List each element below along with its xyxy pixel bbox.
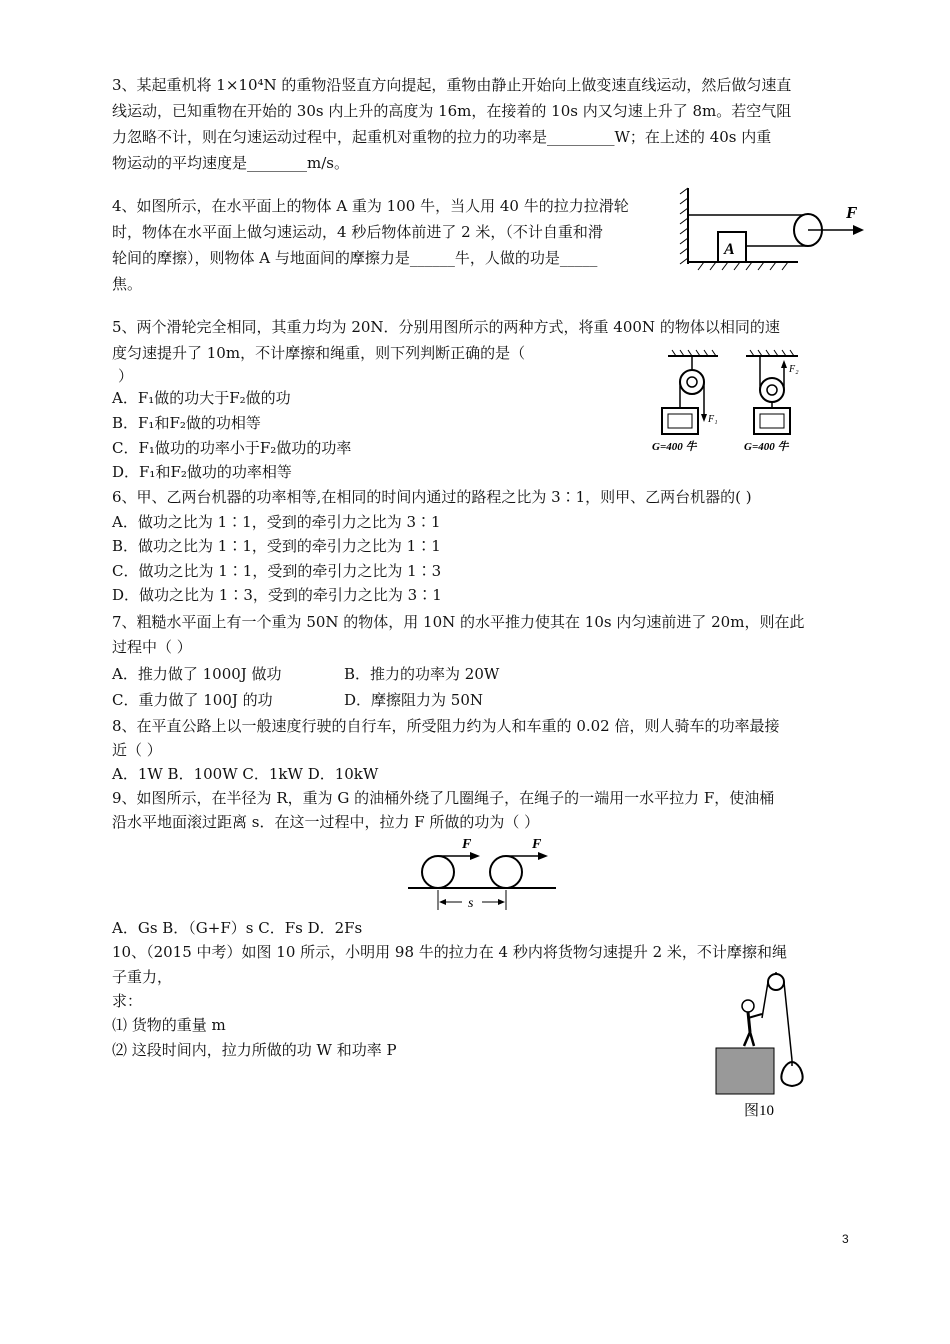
figure-10-caption: 图10 (744, 1103, 775, 1119)
q7-option-b: B．推力的功率为 20W (344, 665, 500, 683)
force-f1-label: F₁ (708, 414, 718, 425)
q7-line-1: 7、粗糙水平面上有一个重为 50N 的物体，用 10N 的水平推力使其在 10s 内匀速前进了 20m，则在此 (112, 613, 805, 631)
q6-option-d: D．做功之比为 1∶3，受到的牵引力之比为 3∶1 (112, 586, 442, 604)
force-f-label-2: F (532, 837, 542, 852)
q5-line-2: 度匀速提升了 10m，不计摩擦和绳重，则下列判断正确的是（ (112, 344, 526, 362)
q5-option-b: B．F₁和F₂做的功相等 (112, 414, 261, 432)
block-a-label: A (724, 241, 735, 258)
q3-line-1: 3、某起重机将 1×10⁴N 的重物沿竖直方向提起，重物由静止开始向上做变速直线运动，然后做匀速直 (112, 76, 792, 94)
distance-s-label: s (468, 896, 474, 911)
q3-line-4: 物运动的平均速度是________m/s。 (112, 154, 349, 172)
q6-line-1: 6、甲、乙两台机器的功率相等,在相同的时间内通过的路程之比为 3∶1，则甲、乙两台机器的( ) (112, 488, 752, 506)
q4-line-1: 4、如图所示，在水平面上的物体 A 重为 100 牛，当人用 40 牛的拉力拉滑轮 (112, 197, 629, 215)
q8-line-1: 8、在平直公路上以一般速度行驶的自行车，所受阻力约为人和车重的 0.02 倍，则人骑车的功率最接 (112, 717, 780, 735)
q7-option-c: C．重力做了 100J 的功 (112, 691, 273, 709)
q8-line-2: 近（ ） (112, 741, 162, 759)
q4-line-2: 时，物体在水平面上做匀速运动，4 秒后物体前进了 2 米，（不计自重和滑 (112, 223, 603, 241)
force-f-label-1: F (462, 837, 472, 852)
q5-line-1: 5、两个滑轮完全相同，其重力均为 20N．分别用图所示的两种方式，将重 400N 的物体以相同的速 (112, 318, 780, 336)
weight-label-left: G=400 牛 (652, 441, 697, 453)
q3-line-3: 力忽略不计，则在匀速运动过程中，起重机对重物的拉力的功率是_________W；在上述的 40s 内重 (112, 128, 772, 146)
q5-option-a: A．F₁做的功大于F₂做的功 (112, 389, 291, 407)
weight-label-right: G=400 牛 (744, 441, 789, 453)
q7-option-a: A．推力做了 1000J 做功 (112, 665, 282, 683)
q7-option-d: D．摩擦阻力为 50N (344, 691, 484, 709)
force-f2-label: F₂ (789, 364, 799, 375)
rolling-drum-figure-q9 (404, 832, 560, 914)
page-number: 3 (842, 1232, 849, 1246)
q10-line-2: 子重力， (112, 968, 173, 986)
q10-sub-1: ⑴ 货物的重量 m (112, 1016, 226, 1034)
q5-option-d: D．F₁和F₂做功的功率相等 (112, 463, 292, 481)
pulleys-figure-q5 (648, 348, 828, 458)
q10-line-1: 10、（2015 中考）如图 10 所示，小明用 98 牛的拉力在 4 秒内将货物匀速提升 2 米，不计摩擦和绳 (112, 943, 787, 961)
q6-option-c: C．做功之比为 1∶1，受到的牵引力之比为 1∶3 (112, 562, 442, 580)
q5-line-3: ） (118, 367, 134, 385)
q5-option-c: C．F₁做功的功率小于F₂做功的功率 (112, 439, 352, 457)
q10-sub-2: ⑵ 这段时间内，拉力所做的功 W 和功率 P (112, 1041, 397, 1059)
figure-10-person-pulley (712, 972, 812, 1124)
q9-options: A．Gs B．（G+F）s C．Fs D．2Fs (112, 919, 363, 937)
q9-line-2: 沿水平地面滚过距离 s．在这一过程中，拉力 F 所做的功为（ ） (112, 813, 540, 831)
q3-line-2: 线运动，已知重物在开始的 30s 内上升的高度为 16m，在接着的 10s 内又匀速上升了 8m。若空气阻 (112, 102, 792, 120)
q6-option-a: A．做功之比为 1∶1，受到的牵引力之比为 3∶1 (112, 513, 441, 531)
q6-option-b: B．做功之比为 1∶1，受到的牵引力之比为 1∶1 (112, 537, 441, 555)
q8-options: A．1W B．100W C．1kW D．10kW (112, 765, 379, 783)
q7-line-2: 过程中（ ） (112, 638, 192, 656)
q10-line-3: 求： (112, 992, 143, 1010)
pulley-figure-q4 (678, 184, 868, 272)
q4-line-3: 轮间的摩擦），则物体 A 与地面间的摩擦力是______牛，人做的功是_____ (112, 249, 598, 267)
q9-line-1: 9、如图所示，在半径为 R，重为 G 的油桶外绕了几圈绳子，在绳子的一端用一水平拉力 F，使油桶 (112, 789, 775, 807)
q4-line-4: 焦。 (112, 275, 143, 293)
force-f-label: F (846, 203, 858, 222)
